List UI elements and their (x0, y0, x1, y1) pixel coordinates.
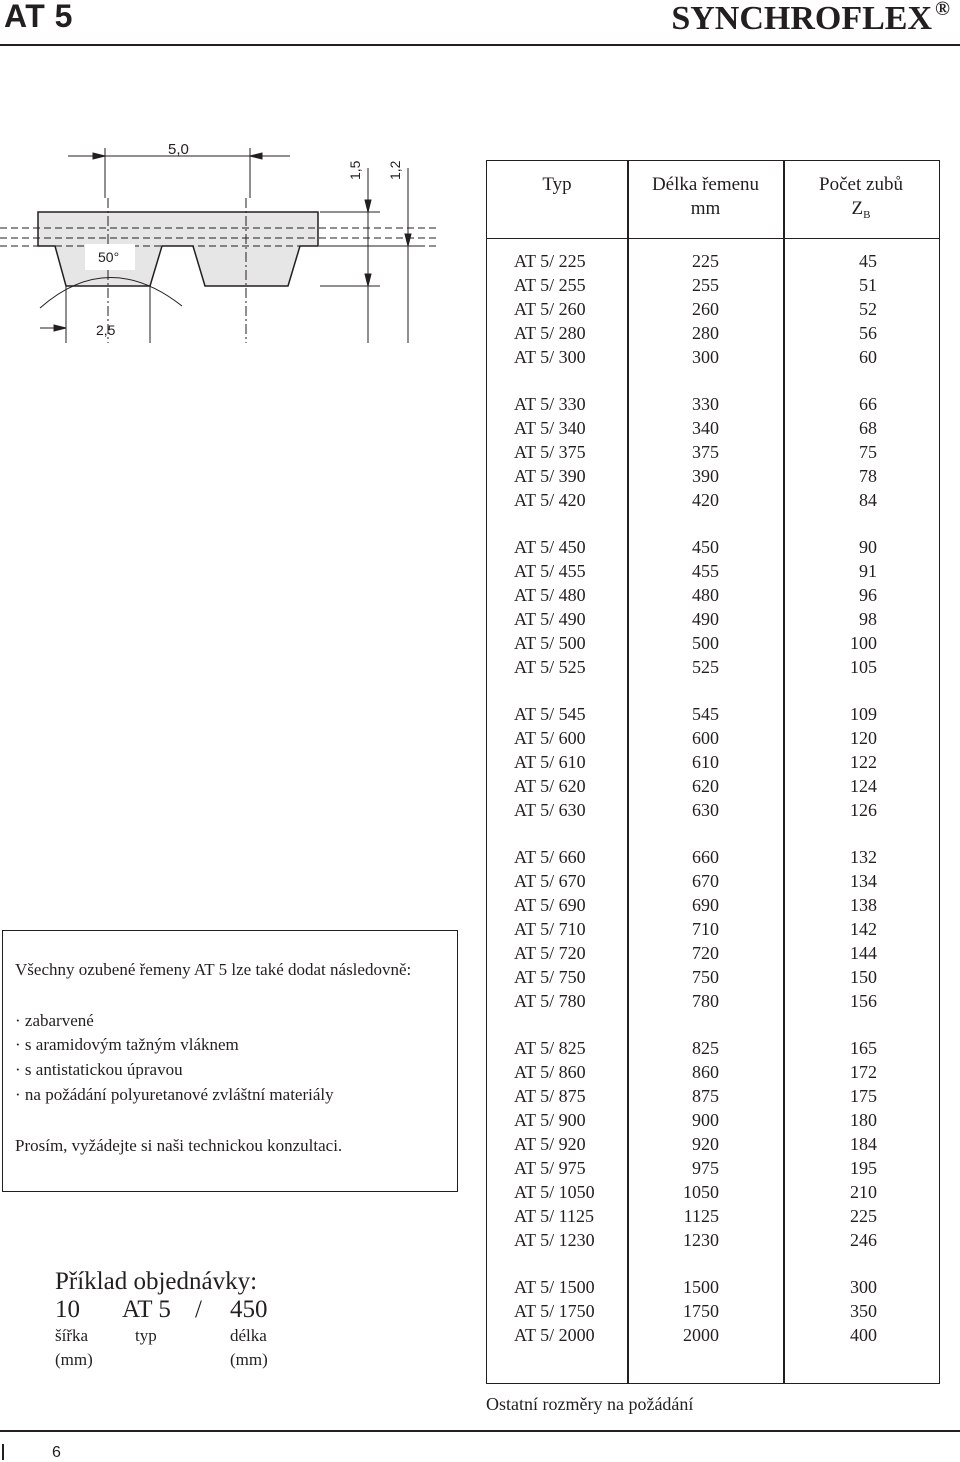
count-cell: 98 (859, 609, 877, 629)
type-cell: AT 5/ 2000 (514, 1325, 595, 1345)
count-cell: 156 (850, 991, 877, 1011)
footer-note: Ostatní rozměry na požádání (486, 1394, 694, 1414)
type-cell: AT 5/ 455 (514, 561, 586, 581)
length-cell: 920 (692, 1134, 719, 1154)
type-cell: AT 5/ 225 (514, 251, 586, 271)
table-row (487, 583, 939, 607)
length-cell: 500 (692, 633, 719, 653)
length-cell: 1500 (683, 1277, 719, 1297)
count-cell: 84 (859, 490, 877, 510)
count-cell: 210 (850, 1182, 877, 1202)
header-type: Typ (542, 174, 572, 195)
type-cell: AT 5/ 490 (514, 609, 586, 629)
type-cell: AT 5/ 525 (514, 657, 586, 677)
length-cell: 260 (692, 299, 719, 319)
length-cell: 720 (692, 943, 719, 963)
registered-mark: ® (935, 0, 950, 20)
count-cell: 225 (850, 1206, 877, 1226)
count-cell: 90 (859, 537, 877, 557)
table-row (487, 774, 939, 798)
count-cell: 66 (859, 394, 877, 414)
angle-label: 50° (98, 249, 120, 265)
note-intro: Všechny ozubené řemeny AT 5 lze také dodat následovně: (15, 960, 412, 979)
count-cell: 109 (850, 704, 877, 724)
type-cell: AT 5/ 660 (514, 847, 586, 867)
length-cell: 280 (692, 323, 719, 343)
table-row (487, 321, 939, 345)
table-row (487, 1180, 939, 1204)
count-cell: 122 (850, 752, 877, 772)
length-cell: 975 (692, 1158, 719, 1178)
type-cell: AT 5/ 390 (514, 466, 586, 486)
length-cell: 450 (692, 537, 719, 557)
count-cell: 165 (850, 1038, 877, 1058)
type-cell: AT 5/ 875 (514, 1086, 586, 1106)
note-item: · s aramidovým tažným vláknem (15, 1035, 239, 1054)
length-cell: 825 (692, 1038, 719, 1058)
length-cell: 480 (692, 585, 719, 605)
table-row (487, 345, 939, 369)
options-note (2, 930, 458, 1192)
count-cell: 300 (850, 1277, 877, 1297)
length-cell: 545 (692, 704, 719, 724)
table-row (487, 917, 939, 941)
type-cell: AT 5/ 1125 (514, 1206, 595, 1226)
count-cell: 96 (859, 585, 877, 605)
note-item: · zabarvené (15, 1011, 94, 1030)
table-row (487, 1108, 939, 1132)
type-cell: AT 5/ 630 (514, 800, 586, 820)
order-width-unit: (mm) (55, 1350, 93, 1369)
header-length-unit: mm (690, 198, 721, 219)
type-cell: AT 5/ 900 (514, 1110, 586, 1130)
order-width-label: šířka (55, 1326, 89, 1345)
height-label-1: 1,5 (347, 160, 363, 180)
length-cell: 490 (692, 609, 719, 629)
order-slash: / (195, 1296, 202, 1323)
table-row (487, 1275, 939, 1299)
count-cell: 400 (850, 1325, 877, 1345)
page-number: 6 (52, 1444, 61, 1461)
table-row (487, 631, 939, 655)
count-cell: 246 (850, 1230, 877, 1250)
belt-length-table (486, 160, 940, 1384)
table-row (487, 1299, 939, 1323)
count-cell: 175 (850, 1086, 877, 1106)
table-row (487, 798, 939, 822)
footer-rule (0, 1430, 960, 1432)
type-cell: AT 5/ 545 (514, 704, 586, 724)
type-cell: AT 5/ 340 (514, 418, 586, 438)
table-row (487, 1084, 939, 1108)
type-cell: AT 5/ 1500 (514, 1277, 595, 1297)
table-row (487, 655, 939, 679)
length-cell: 1050 (683, 1182, 719, 1202)
order-type-label: typ (135, 1326, 157, 1345)
table-row (487, 273, 939, 297)
length-cell: 600 (692, 728, 719, 748)
length-cell: 1750 (683, 1301, 719, 1321)
count-cell: 138 (850, 895, 877, 915)
length-cell: 340 (692, 418, 719, 438)
header-rule (0, 44, 960, 46)
table-row (487, 392, 939, 416)
count-cell: 60 (859, 347, 877, 367)
table-row (487, 1204, 939, 1228)
type-cell: AT 5/ 690 (514, 895, 586, 915)
header-length-label: Délka řemenu (651, 174, 760, 195)
table-row (487, 1156, 939, 1180)
type-cell: AT 5/ 450 (514, 537, 586, 557)
length-cell: 860 (692, 1062, 719, 1082)
count-cell: 56 (859, 323, 877, 343)
count-cell: 91 (859, 561, 877, 581)
page-title: AT 5 (4, 0, 73, 34)
type-cell: AT 5/ 420 (514, 490, 586, 510)
note-item: · na požádání polyuretanové zvláštní materiály (15, 1085, 334, 1104)
table-row (487, 464, 939, 488)
header-length (628, 173, 783, 221)
length-cell: 750 (692, 967, 719, 987)
order-title: Příklad objednávky: (55, 1268, 258, 1295)
table-row (487, 559, 939, 583)
count-cell: 350 (850, 1301, 877, 1321)
type-cell: AT 5/ 260 (514, 299, 586, 319)
height-label-2: 1,2 (387, 160, 403, 180)
type-cell: AT 5/ 620 (514, 776, 586, 796)
count-cell: 144 (850, 943, 877, 963)
type-cell: AT 5/ 330 (514, 394, 586, 414)
table-row (487, 989, 939, 1013)
order-width: 10 (55, 1296, 80, 1323)
length-cell: 225 (692, 251, 719, 271)
table-row (487, 893, 939, 917)
length-cell: 300 (692, 347, 719, 367)
table-row (487, 869, 939, 893)
length-cell: 525 (692, 657, 719, 677)
type-cell: AT 5/ 1750 (514, 1301, 595, 1321)
belt-profile-diagram (0, 128, 440, 348)
count-cell: 105 (850, 657, 877, 677)
type-cell: AT 5/ 375 (514, 442, 586, 462)
table-row (487, 297, 939, 321)
count-cell: 184 (850, 1134, 877, 1154)
length-cell: 690 (692, 895, 719, 915)
type-cell: AT 5/ 500 (514, 633, 586, 653)
count-cell: 68 (859, 418, 877, 438)
order-length-label: délka (230, 1326, 267, 1345)
order-type: AT 5 (122, 1296, 171, 1323)
table-row (487, 702, 939, 726)
header-count-symbol: $Z_B$ (851, 198, 871, 221)
table-row (487, 1323, 939, 1347)
type-cell: AT 5/ 300 (514, 347, 586, 367)
type-cell: AT 5/ 255 (514, 275, 586, 295)
length-cell: 255 (692, 275, 719, 295)
footer-tick (2, 1444, 4, 1460)
type-cell: AT 5/ 600 (514, 728, 586, 748)
type-cell: AT 5/ 610 (514, 752, 586, 772)
table-row (487, 416, 939, 440)
type-cell: AT 5/ 780 (514, 991, 586, 1011)
length-cell: 620 (692, 776, 719, 796)
type-cell: AT 5/ 1050 (514, 1182, 595, 1202)
count-cell: 134 (850, 871, 877, 891)
type-cell: AT 5/ 710 (514, 919, 586, 939)
length-cell: 660 (692, 847, 719, 867)
table-row (487, 1060, 939, 1084)
order-length-unit: (mm) (230, 1350, 268, 1369)
table-row (487, 1036, 939, 1060)
count-cell: 45 (859, 251, 877, 271)
table-row (487, 1228, 939, 1252)
table-row (487, 750, 939, 774)
type-cell: AT 5/ 720 (514, 943, 586, 963)
length-cell: 1230 (683, 1230, 719, 1250)
table-row (487, 488, 939, 512)
brand-name: SYNCHROFLEX (671, 0, 933, 37)
type-cell: AT 5/ 750 (514, 967, 586, 987)
count-cell: 126 (850, 800, 877, 820)
type-cell: AT 5/ 670 (514, 871, 586, 891)
table-row (487, 440, 939, 464)
type-cell: AT 5/ 975 (514, 1158, 586, 1178)
count-cell: 75 (859, 442, 877, 462)
table-row (487, 607, 939, 631)
count-cell: 195 (850, 1158, 877, 1178)
table-header (487, 161, 939, 239)
length-cell: 610 (692, 752, 719, 772)
type-cell: AT 5/ 825 (514, 1038, 586, 1058)
length-cell: 630 (692, 800, 719, 820)
order-length: 450 (230, 1296, 268, 1323)
header-count-label: Počet zubů (819, 174, 903, 195)
length-cell: 375 (692, 442, 719, 462)
note-outro: Prosím, vyžádejte si naši technickou konzultaci. (15, 1136, 343, 1155)
type-cell: AT 5/ 480 (514, 585, 586, 605)
table-row (487, 249, 939, 273)
count-cell: 132 (850, 847, 877, 867)
table-row (487, 965, 939, 989)
count-cell: 52 (859, 299, 877, 319)
length-cell: 390 (692, 466, 719, 486)
count-cell: 124 (850, 776, 877, 796)
table-row (487, 1132, 939, 1156)
length-cell: 900 (692, 1110, 719, 1130)
type-cell: AT 5/ 280 (514, 323, 586, 343)
note-item: · s antistatickou úpravou (15, 1060, 183, 1079)
count-cell: 120 (850, 728, 877, 748)
table-row (487, 535, 939, 559)
tooth-height-label: 2,5 (96, 322, 116, 338)
count-cell: 150 (850, 967, 877, 987)
type-cell: AT 5/ 1230 (514, 1230, 595, 1250)
length-cell: 1125 (683, 1206, 719, 1226)
length-cell: 780 (692, 991, 719, 1011)
type-cell: AT 5/ 860 (514, 1062, 586, 1082)
length-cell: 455 (692, 561, 719, 581)
count-cell: 78 (859, 466, 877, 486)
count-cell: 51 (859, 275, 877, 295)
length-cell: 710 (692, 919, 719, 939)
table-row (487, 941, 939, 965)
length-cell: 330 (692, 394, 719, 414)
count-cell: 142 (850, 919, 877, 939)
count-cell: 100 (850, 633, 877, 653)
length-cell: 2000 (683, 1325, 719, 1345)
header-count (784, 173, 938, 227)
type-cell: AT 5/ 920 (514, 1134, 586, 1154)
count-cell: 180 (850, 1110, 877, 1130)
count-cell: 172 (850, 1062, 877, 1082)
length-cell: 670 (692, 871, 719, 891)
length-cell: 420 (692, 490, 719, 510)
table-row (487, 845, 939, 869)
pitch-label: 5,0 (168, 141, 189, 158)
brand-title (671, 0, 950, 38)
length-cell: 875 (692, 1086, 719, 1106)
table-row (487, 726, 939, 750)
